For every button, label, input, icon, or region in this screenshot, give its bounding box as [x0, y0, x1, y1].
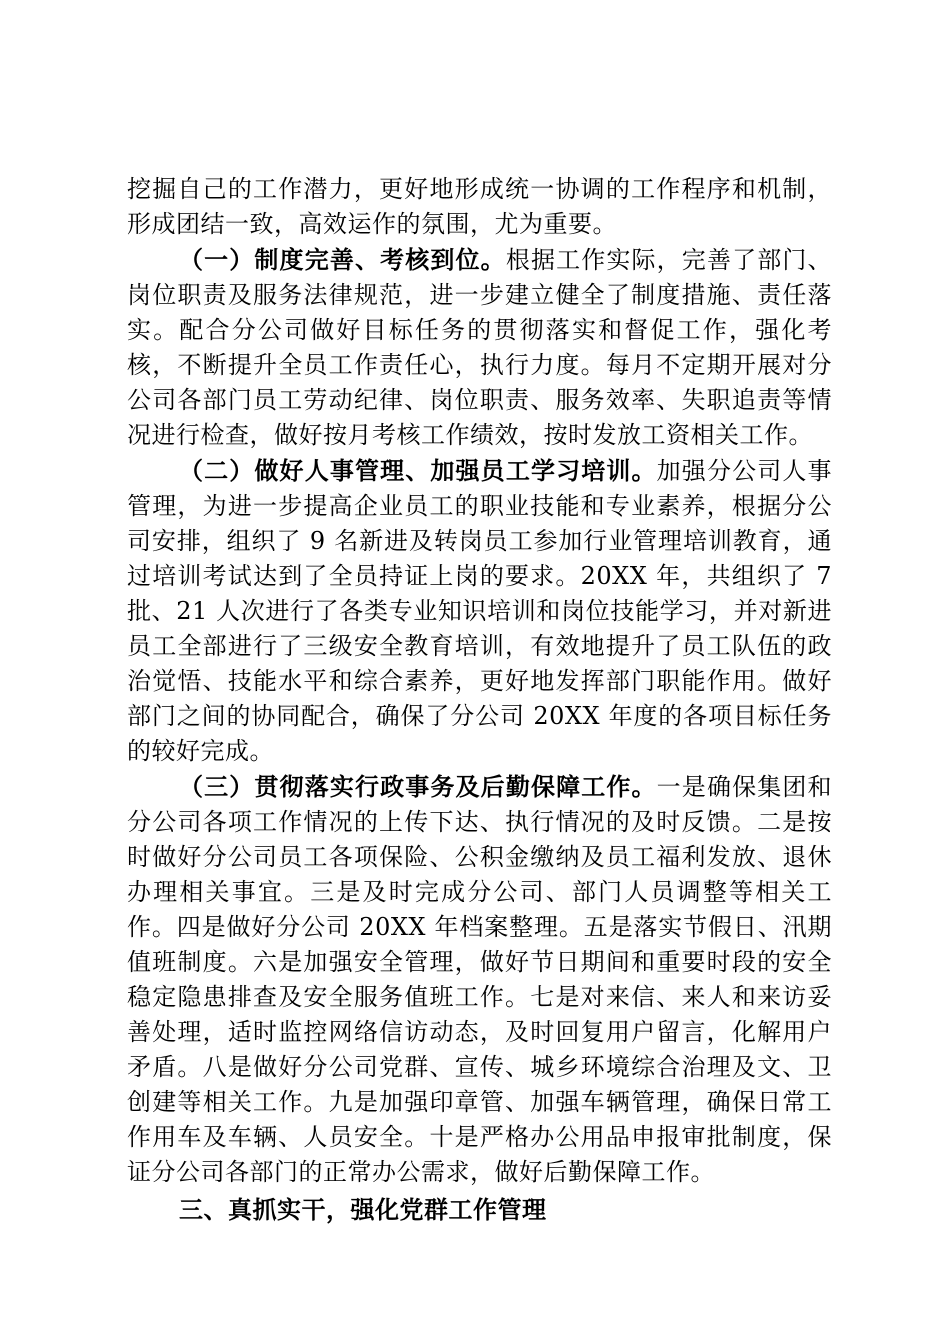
paragraph-text: 根据工作实际，完善了部门、岗位职责及服务法律规范，进一步建立健全了制度措施、责任落实。配合分公司做好目标任务的贯彻落实和督促工作，强化考核，不断提升全员工作责任心，执行力度。每月不定期开展对分公司各部门员工劳动纪律、岗位职责、服务效率、失职追责等情况进行检查，做好按月考核工作绩效，按时发放工资相关工作。: [127, 246, 833, 449]
paragraph-text: 一是确保集团和分公司各项工作情况的上传下达、执行情况的及时反馈。二是按时做好分公司员工各项保险、公积金缴纳及员工福利发放、退休办理相关事宜。三是及时完成分公司、部门人员调整等相关工作。四是做好分公司 20XX 年档案整理。五是落实节假日、汛期值班制度。六是加强安全管理，做好节日期间和重要时段的安全稳定隐患排查及安全服务值班工作。七是对来信、来人和来访妥善处理，适时监控网络信访动态，及时回复用户留言，化解用户矛盾。八是做好分公司党群、宣传、城乡环境综合治理及文、卫创建等相关工作。九是加强印章管、加强车辆管理，确保日常工作用车及车辆、人员安全。十是严格办公用品申报审批制度，保证分公司各部门的正常办公需求，做好后勤保障工作。: [127, 773, 833, 1186]
paragraph-continuation: [127, 172, 832, 242]
section-title: （二）做好人事管理、加强员工学习培训。: [179, 456, 657, 485]
paragraph-section-1: [127, 242, 832, 453]
paragraph-text: 挖掘自己的工作潜力，更好地形成统一协调的工作程序和机制，形成团结一致，高效运作的氛围，尤为重要。: [127, 175, 832, 238]
document-body: [127, 172, 832, 1227]
section-title: （一）制度完善、考核到位。: [179, 245, 506, 274]
section-title: （三）贯彻落实行政事务及后勤保障工作。: [179, 772, 657, 801]
chapter-heading: [127, 1192, 832, 1227]
paragraph-section-3: [127, 769, 832, 1190]
paragraph-section-2: [127, 453, 832, 769]
heading-text: 三、真抓实干，强化党群工作管理: [179, 1195, 547, 1224]
paragraph-text: 加强分公司人事管理，为进一步提高企业员工的职业技能和专业素养，根据分公司安排，组织了 9 名新进及转岗员工参加行业管理培训教育，通过培训考试达到了全员持证上岗的要求。20XX 年，共组织了 7 批、21 人次进行了各类专业知识培训和岗位技能学习，并对新进员工全部进行了三级安全教育培训，有效地提升了员工队伍的政治觉悟、技能水平和综合素养，更好地发挥部门职能作用。做好部门之间的协同配合，确保了分公司 20XX 年度的各项目标任务的较好完成。: [127, 457, 833, 765]
